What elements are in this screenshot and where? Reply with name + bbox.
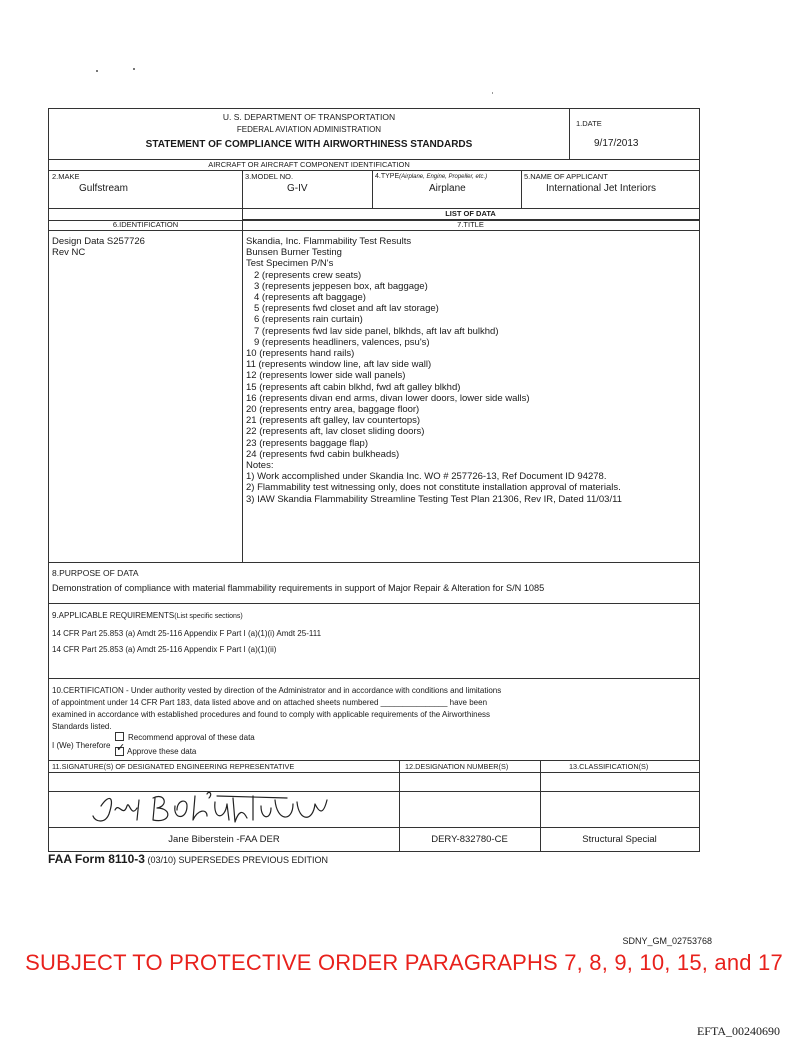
signature-column-label: 11.SIGNATURE(S) OF DESIGNATED ENGINEERING REPRESENTATIVE [52,762,295,771]
specimen-item: 5 (represents fwd closet and aft lav storage) [254,303,439,315]
note-item: 3) IAW Skandia Flammability Streamline Testing Test Plan 21306, Rev IR, Dated 11/03/11 [246,493,622,505]
approve-option[interactable]: ✓Approve these data [115,746,196,758]
specimen-item: 22 (represents aft, lav closet sliding doors) [246,426,425,438]
specimen-item: 6 (represents rain curtain) [254,314,363,326]
identification-column-label: 6.IDENTIFICATION [112,220,179,229]
handwritten-signature [57,792,357,826]
specimen-item: 2 (represents crew seats) [254,269,362,281]
department-name: U. S. DEPARTMENT OF TRANSPORTATION [222,112,396,122]
title-cell [246,236,691,505]
specimen-item: 3 (represents jeppesen box, aft baggage) [254,280,428,292]
note-item: 1) Work accomplished under Skandia Inc. WO # 257726-13, Ref Document ID 94278. [246,471,607,483]
requirement-line: 14 CFR Part 25.853 (a) Amdt 25-116 Appendix F Part I (a)(1)(ii) [52,645,277,654]
specimen-item: 15 (represents aft cabin blkhd, fwd aft galley blkhd) [246,381,461,393]
designation-number: DERY-832780-CE [431,834,508,845]
form-title: STATEMENT OF COMPLIANCE WITH AIRWORTHINESS STANDARDS [145,139,473,150]
title-line: Bunsen Burner Testing [246,247,342,259]
title-column-label: 7.TITLE [457,220,484,229]
notes-label: Notes: [246,460,274,472]
specimen-item: 10 (represents hand rails) [246,348,355,360]
classification-column-label: 13.CLASSIFICATION(S) [569,762,649,771]
date-value: 9/17/2013 [594,138,639,149]
specimen-item: 4 (represents aft baggage) [254,292,366,304]
specimen-item: 21 (represents aft galley, lav countertops) [246,415,421,427]
title-line: Test Specimen P/N's [246,258,334,270]
purpose-text: Demonstration of compliance with material flammability requirements in support of Major Repair & Alteration for S/N 1085 [52,583,545,593]
classification-value: Structural Special [582,834,657,845]
administration-name: FEDERAL AVIATION ADMINISTRATION [236,125,382,134]
identification-cell [52,236,145,258]
make-value: Gulfstream [79,183,128,194]
certification-line: examined in accordance with established procedures and found to comply with applicable requirements of the Airworthiness [52,710,491,719]
identification-line: Design Data S257726 [52,236,145,247]
efta-number: EFTA_00240690 [696,1024,780,1038]
applicant-label: 5.NAME OF APPLICANT [524,172,608,181]
signature-area [49,791,399,827]
purpose-label: 8.PURPOSE OF DATA [52,568,139,578]
sheets-blank: _______________ [380,698,448,707]
requirements-label: 9.APPLICABLE REQUIREMENTS(List specific sections) [52,611,243,620]
scan-speck [492,92,493,94]
applicant-value: International Jet Interiors [546,183,657,194]
model-value: G-IV [287,183,308,194]
specimen-item: 7 (represents fwd lav side panel, blkhds, aft lav aft bulkhd) [254,325,499,337]
section-title-identification: AIRCRAFT OR AIRCRAFT COMPONENT IDENTIFICATION [208,160,410,169]
form-number: FAA Form 8110-3 (03/10) SUPERSEDES PREVIOUS EDITION [48,852,329,866]
specimen-item: 9 (represents headliners, valences, psu's) [254,336,430,348]
specimen-item: 23 (represents baggage flap) [246,437,368,449]
note-item: 2) Flammability test witnessing only, does not constitute installation approval of materials. [246,482,621,494]
faa-form-8110-3 [48,108,700,852]
bates-number: SDNY_GM_02753768 [622,936,712,946]
identification-line: Rev NC [52,247,86,259]
specimen-item: 11 (represents window line, aft lav side wall) [246,359,432,371]
specimen-item: 16 (represents divan end arms, divan lower doors, lower side walls) [246,392,530,404]
approve-checkbox-checked[interactable] [115,746,124,755]
specimen-item: 20 (represents entry area, baggage floor) [246,404,420,416]
list-of-data-heading: LIST OF DATA [445,209,496,218]
date-label: 1.DATE [576,119,602,128]
designation-column-label: 12.DESIGNATION NUMBER(S) [405,762,509,771]
model-label: 3.MODEL NO. [245,172,294,181]
type-label: 4.TYPE(Airplane, Engine, Propeller, etc.) [375,173,488,180]
recommend-checkbox[interactable] [115,732,124,741]
therefore-label: I (We) Therefore [52,741,111,750]
certification-line: 10.CERTIFICATION - Under authority vested by direction of the Administrator and in accordance with conditions and limitations [52,686,502,695]
signer-name: Jane Biberstein -FAA DER [168,834,280,845]
type-value: Airplane [429,183,466,194]
scan-speck [96,70,98,72]
certification-line: of appointment under 14 CFR Part 183, data listed above and on attached sheets numbered _______________ have been [52,698,488,707]
recommend-option[interactable]: Recommend approval of these data [115,732,255,744]
protective-order-notice: SUBJECT TO PROTECTIVE ORDER PARAGRAPHS 7, 8, 9, 10, 15, and 17 [25,950,783,975]
make-label: 2.MAKE [52,172,80,181]
title-line: Skandia, Inc. Flammability Test Results [246,236,412,247]
certification-line: Standards listed. [52,722,112,731]
specimen-item: 12 (represents lower side wall panels) [246,370,406,382]
scan-speck [133,68,135,70]
requirement-line: 14 CFR Part 25.853 (a) Amdt 25-116 Appendix F Part I (a)(1)(i) Amdt 25-111 [52,629,322,638]
specimen-item: 24 (represents fwd cabin bulkheads) [246,448,400,460]
